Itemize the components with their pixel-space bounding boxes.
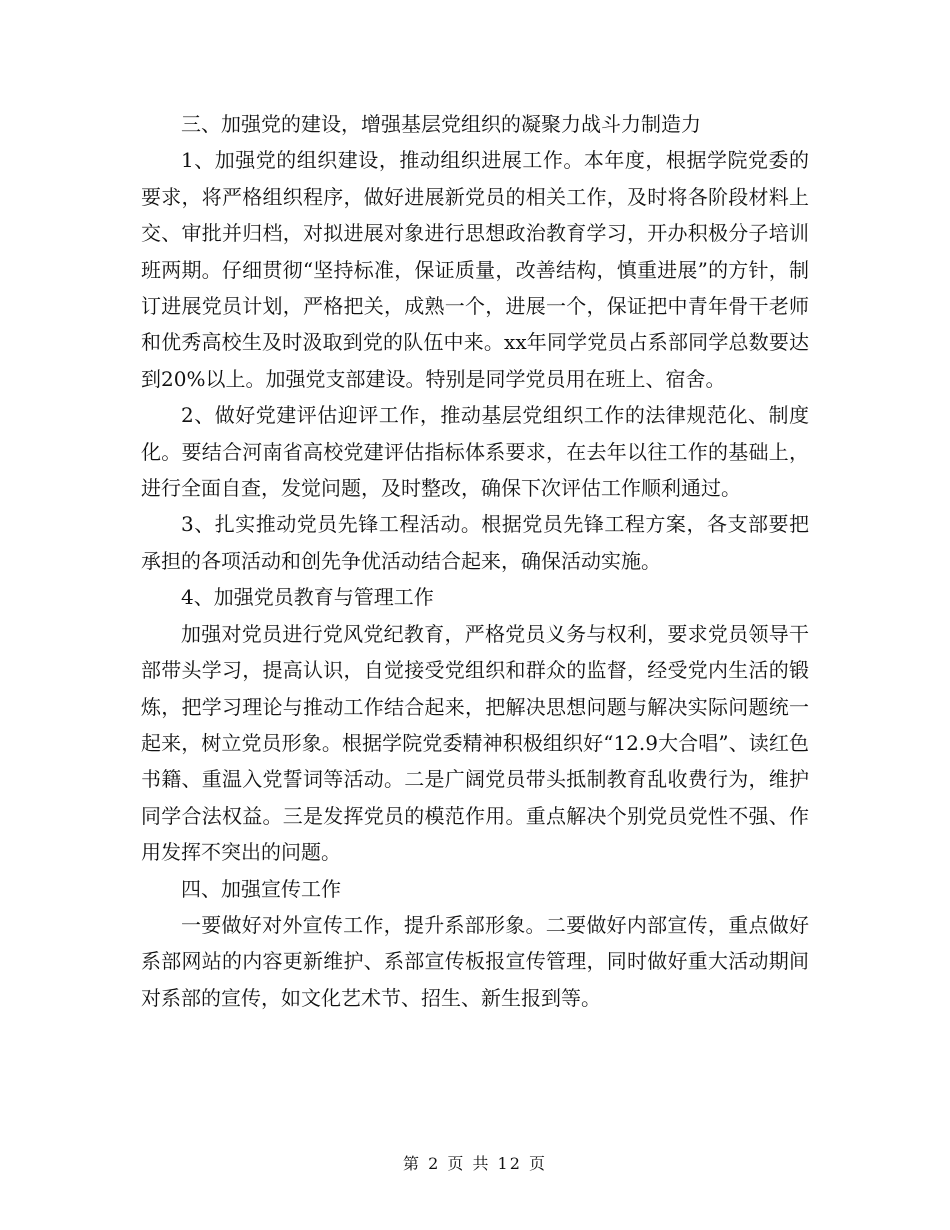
document-body	[141, 106, 809, 1016]
footer-middle: 页 共	[447, 1154, 491, 1173]
paragraph-evaluation-work: 2、做好党建评估迎评工作，推动基层党组织工作的法律规范化、制度化。要结合河南省高校党建评估指标体系要求，在去年以往工作的基础上，进行全面自查，发觉问题，及时整改，确保下次评估工作顺利通过。	[141, 403, 809, 501]
section-heading-publicity: 四、加强宣传工作	[181, 876, 341, 901]
paragraph-pioneer-project: 3、扎实推动党员先锋工程活动。根据党员先锋工程方案，各支部要把承担的各项活动和创先争优活动结合起来，确保活动实施。	[141, 512, 809, 573]
footer-prefix: 第	[402, 1154, 421, 1173]
paragraph-member-education: 加强对党员进行党风党纪教育，严格党员义务与权利，要求党员领导干部带头学习，提高认识，自觉接受党组织和群众的监督，经受党内生活的锻炼，把学习理论与推动工作结合起来，把解决思想问题与解决实际问题统一起来，树立党员形象。根据学院党委精神积极组织好“12.9大合唱”、读红色书籍、重温入党誓词等活动。二是广阔党员带头抵制教育乱收费行为，维护同学合法权益。三是发挥党员的模范作用。重点解决个别党员党性不强、作用发挥不突出的问题。	[141, 621, 809, 865]
footer-suffix: 页	[529, 1154, 548, 1173]
page-footer	[0, 1152, 950, 1176]
subheading-member-education: 4、加强党员教育与管理工作	[181, 585, 434, 610]
paragraph-publicity-work: 一要做好对外宣传工作，提升系部形象。二要做好内部宣传，重点做好系部网站的内容更新维护、系部宣传板报宣传管理，同时做好重大活动期间对系部的宣传，如文化艺术节、招生、新生报到等。	[141, 912, 809, 1010]
footer-current-page: 2	[428, 1154, 441, 1173]
section-heading-party-building: 三、加强党的建设，增强基层党组织的凝聚力战斗力制造力	[181, 112, 701, 136]
footer-total-pages: 12	[497, 1154, 522, 1173]
paragraph-organization-building: 1、加强党的组织建设，推动组织进展工作。本年度，根据学院党委的要求，将严格组织程序，做好进展新党员的相关工作，及时将各阶段材料上交、审批并归档，对拟进展对象进行思想政治教育学习，开办积极分子培训班两期。仔细贯彻“坚持标准，保证质量，改善结构，慎重进展”的方针，制订进展党员计划，严格把关，成熟一个，进展一个，保证把中青年骨干老师和优秀高校生及时汲取到党的队伍中来。xx年同学党员占系部同学总数要达到20%以上。加强党支部建设。特别是同学党员用在班上、宿舍。	[141, 148, 809, 391]
